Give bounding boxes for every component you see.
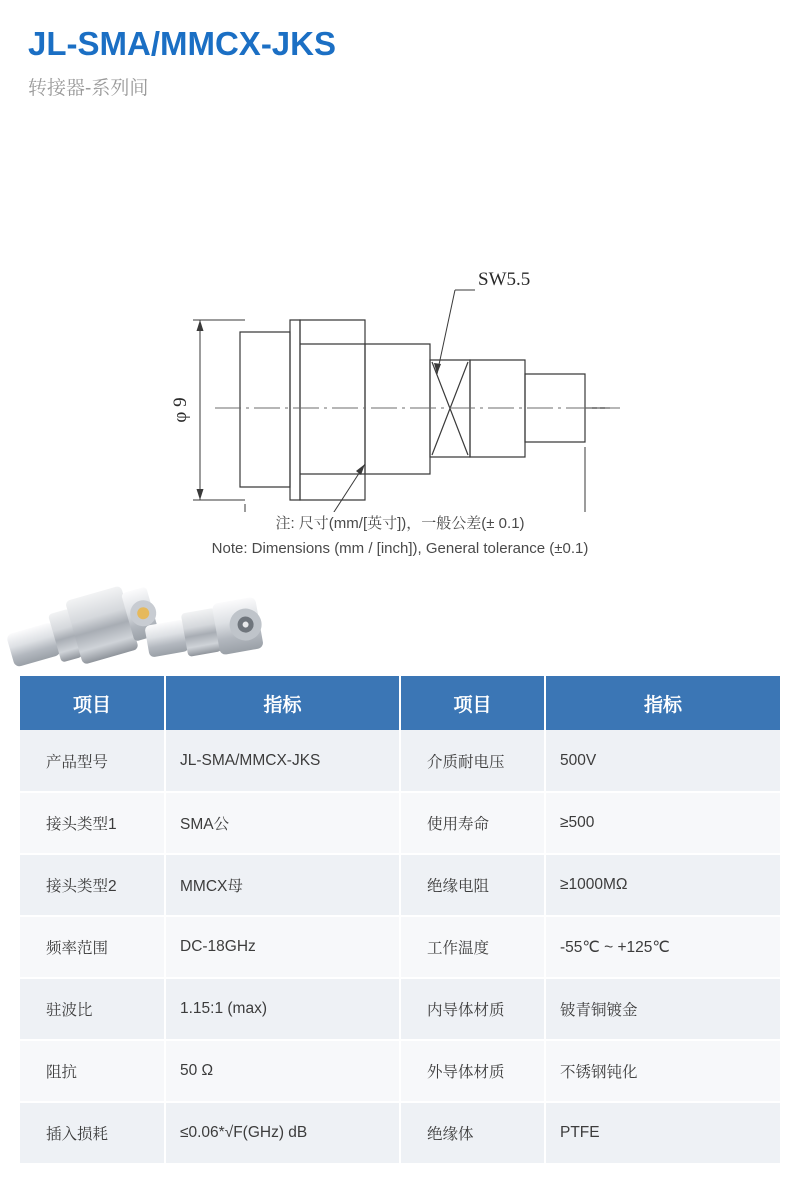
spec-label: 绝缘体 bbox=[400, 1102, 545, 1164]
spec-value: ≤0.06*√F(GHz) dB bbox=[165, 1102, 400, 1164]
spec-value: MMCX母 bbox=[165, 854, 400, 916]
table-header-cell: 项目 bbox=[400, 676, 545, 730]
spec-label: 频率范围 bbox=[20, 916, 165, 978]
spec-value: PTFE bbox=[545, 1102, 780, 1164]
page-header bbox=[0, 0, 800, 102]
table-header-cell: 指标 bbox=[165, 676, 400, 730]
spec-value: ≥500 bbox=[545, 792, 780, 854]
page-subtitle: 转接器-系列间 bbox=[28, 78, 149, 99]
table-row bbox=[20, 854, 780, 916]
table-header-cell: 指标 bbox=[545, 676, 780, 730]
spec-label: 产品型号 bbox=[20, 730, 165, 792]
spec-value: -55℃ ~ +125℃ bbox=[545, 916, 780, 978]
spec-label: 接头类型2 bbox=[20, 854, 165, 916]
table-row bbox=[20, 730, 780, 792]
spec-value: 1.15:1 (max) bbox=[165, 978, 400, 1040]
spec-value: JL-SMA/MMCX-JKS bbox=[165, 730, 400, 792]
table-row bbox=[20, 1102, 780, 1164]
note-english: Note: Dimensions (mm / [inch]), General tolerance (±0.1) bbox=[211, 540, 589, 557]
sw-label: SW5.5 bbox=[478, 269, 531, 290]
spec-value: ≥1000MΩ bbox=[545, 854, 780, 916]
dimension-notes bbox=[0, 512, 800, 562]
specifications-table bbox=[20, 676, 780, 1165]
technical-drawing bbox=[0, 112, 800, 512]
table-header-row bbox=[20, 676, 780, 730]
dim-diameter-label: φ 9 bbox=[170, 397, 191, 423]
table-row bbox=[20, 916, 780, 978]
table-row bbox=[20, 792, 780, 854]
table-row bbox=[20, 978, 780, 1040]
spec-value: 不锈钢钝化 bbox=[545, 1040, 780, 1102]
spec-value: 50 Ω bbox=[165, 1040, 400, 1102]
spec-label: 使用寿命 bbox=[400, 792, 545, 854]
spec-label: 工作温度 bbox=[400, 916, 545, 978]
spec-label: 绝缘电阻 bbox=[400, 854, 545, 916]
table-row bbox=[20, 1040, 780, 1102]
spec-label: 外导体材质 bbox=[400, 1040, 545, 1102]
spec-value: 500V bbox=[545, 730, 780, 792]
spec-label: 驻波比 bbox=[20, 978, 165, 1040]
spec-label: 接头类型1 bbox=[20, 792, 165, 854]
spec-label: 插入损耗 bbox=[20, 1102, 165, 1164]
spec-label: 内导体材质 bbox=[400, 978, 545, 1040]
product-photo bbox=[0, 568, 800, 676]
note-chinese: 注: 尺寸(mm/[英寸])，一般公差(± 0.1) bbox=[275, 515, 525, 532]
spec-label: 阻抗 bbox=[20, 1040, 165, 1102]
page-title: JL-SMA/MMCX-JKS bbox=[28, 25, 337, 62]
spec-value: SMA公 bbox=[165, 792, 400, 854]
spec-value: 铍青铜镀金 bbox=[545, 978, 780, 1040]
table-header-cell: 项目 bbox=[20, 676, 165, 730]
spec-value: DC-18GHz bbox=[165, 916, 400, 978]
spec-label: 介质耐电压 bbox=[400, 730, 545, 792]
